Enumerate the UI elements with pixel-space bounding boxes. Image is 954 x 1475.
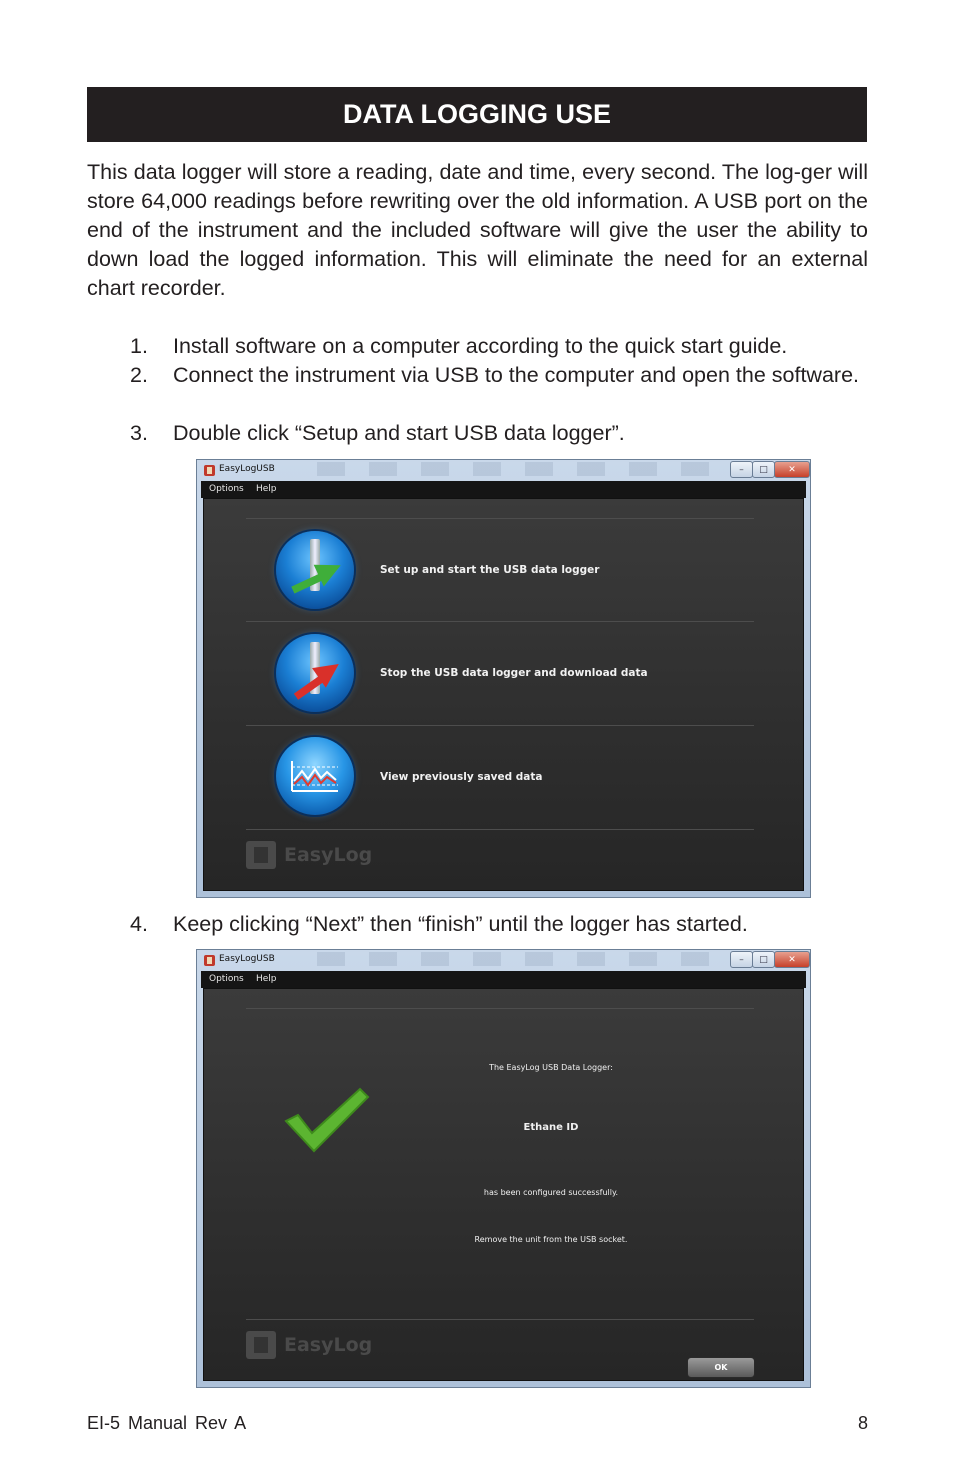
window-titlebar[interactable] <box>197 460 810 481</box>
page-number: 8 <box>857 1413 868 1433</box>
maximize-button[interactable] <box>752 461 775 478</box>
close-icon: ✕ <box>788 464 796 475</box>
easylog-logo-icon <box>246 841 276 869</box>
easylog-main-window <box>196 459 811 898</box>
ok-button[interactable] <box>687 1357 755 1378</box>
window-client-area <box>203 498 804 891</box>
logger-name: Ethane ID <box>523 1122 579 1133</box>
step-number: 3. <box>130 421 148 445</box>
minimize-icon: – <box>739 954 744 965</box>
menu-options[interactable]: Options <box>209 484 244 494</box>
message-line2: has been configured successfully. <box>483 1188 619 1197</box>
step-number: 1. <box>130 334 148 358</box>
brand-text: EasyLog <box>284 1334 373 1356</box>
window-title: EasyLogUSB <box>219 464 275 474</box>
maximize-button[interactable] <box>752 951 775 968</box>
close-button[interactable] <box>774 951 810 968</box>
menu-bar <box>201 481 806 498</box>
step-text: Install software on a computer according to the quick start guide. <box>173 334 788 358</box>
stop-download-button[interactable] <box>276 634 354 712</box>
step-number: 4. <box>130 912 148 936</box>
brand-text: EasyLog <box>284 844 373 866</box>
step-text: Keep clicking “Next” then “finish” until the logger has started. <box>173 912 748 936</box>
chart-icon <box>290 759 340 793</box>
divider <box>246 829 754 830</box>
easylog-success-window <box>196 949 811 1388</box>
app-icon <box>204 465 215 476</box>
menu-help[interactable]: Help <box>256 484 277 494</box>
minimize-icon: – <box>739 464 744 475</box>
step-text: Connect the instrument via USB to the computer and open the software. <box>173 363 859 387</box>
app-icon <box>204 955 215 966</box>
close-icon: ✕ <box>788 954 796 965</box>
menu-help[interactable]: Help <box>256 974 277 984</box>
divider <box>246 621 754 622</box>
checkmark-icon <box>282 1085 372 1155</box>
maximize-icon: □ <box>759 464 768 475</box>
section-header <box>87 87 867 142</box>
minimize-button[interactable] <box>730 461 753 478</box>
window-client-area <box>203 988 804 1381</box>
easylog-brand <box>246 1331 372 1359</box>
divider <box>246 518 754 519</box>
footer-manual-title: EI-5 Manual Rev A <box>87 1413 247 1433</box>
menu-options[interactable]: Options <box>209 974 244 984</box>
close-button[interactable] <box>774 461 810 478</box>
message-line3: Remove the unit from the USB socket. <box>474 1235 628 1244</box>
ok-label: OK <box>714 1363 728 1372</box>
setup-start-button[interactable] <box>276 531 354 609</box>
minimize-button[interactable] <box>730 951 753 968</box>
stop-download-label[interactable]: Stop the USB data logger and download data <box>380 667 648 679</box>
section-title: DATA LOGGING USE <box>343 99 611 129</box>
maximize-icon: □ <box>759 954 768 965</box>
menu-bar <box>201 971 806 988</box>
divider <box>246 725 754 726</box>
intro-paragraph: This data logger will store a reading, date and time, every second. The log-ger will store 64,000 readings before rewriting over the old information. A USB port on the end of the instrument and the included software will give the user the ability to down load the logged information. This will eliminate the need for an external chart recorder. <box>87 160 868 300</box>
message-line1: The EasyLog USB Data Logger: <box>489 1063 613 1072</box>
window-title: EasyLogUSB <box>219 954 275 964</box>
step-number: 2. <box>130 363 148 387</box>
titlebar-background <box>317 952 727 966</box>
divider <box>246 1319 754 1320</box>
view-saved-data-label[interactable]: View previously saved data <box>380 771 543 783</box>
titlebar-background <box>317 462 727 476</box>
window-titlebar[interactable] <box>197 950 810 971</box>
step-text: Double click “Setup and start USB data logger”. <box>173 421 625 445</box>
setup-start-label[interactable]: Set up and start the USB data logger <box>380 564 600 576</box>
view-saved-data-button[interactable] <box>276 737 354 815</box>
divider <box>246 1008 754 1009</box>
easylog-brand <box>246 841 372 869</box>
easylog-logo-icon <box>246 1331 276 1359</box>
